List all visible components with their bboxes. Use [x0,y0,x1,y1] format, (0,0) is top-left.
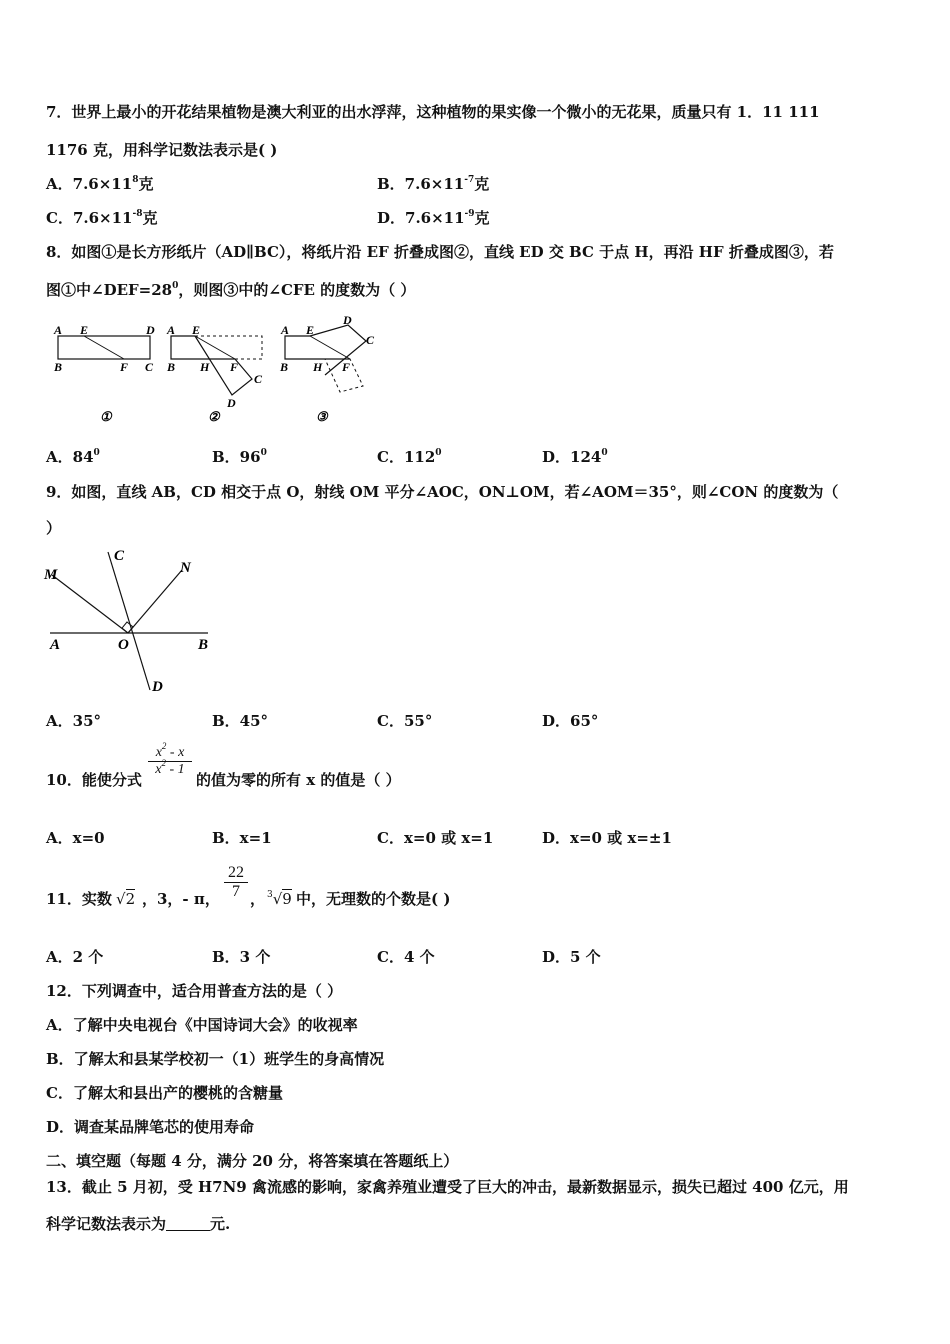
q8-stem-line2: 图①中$\angle DEF=28^0$，则图③中的∠CFE 的度数为（ ） [46,281,416,299]
label-c: C [114,548,125,564]
q9-option-b: B．45° [212,712,269,730]
fig2-label-d: D [227,396,236,410]
q11-sqrt: √2 [116,890,136,908]
fig1-label-f: F [120,360,129,374]
q12-option-b: B．了解太和县某学校初一（1）班学生的身高情况 [46,1050,385,1068]
q10-option-a: A．x=0 [46,829,105,847]
fig2-label-f: F [230,360,239,374]
q8-option-c: C．$112^0$ [377,448,442,466]
fig3-label-d: D [343,315,352,327]
q9-stem-line2: ） [46,519,62,537]
q8-folding-figures [40,315,400,430]
q12-option-a: A．了解中央电视台《中国诗词大会》的收视率 [46,1016,358,1034]
fig1-label-c: C [145,360,154,374]
fig2-label-b: B [167,360,176,374]
q7-option-d: D．$7.6\times 11^{-9}$克 [377,209,490,227]
q11-prefix: 11．实数 [46,890,112,908]
fig2-label-a: A [167,323,176,337]
q13-stem-line2: 科学记数法表示为 元. [46,1215,231,1233]
q10-option-b: B．x=1 [212,829,272,847]
fig3-label-e: E [306,323,315,337]
q10-option-c: C．x=0 或 x=1 [377,829,494,847]
fig1-label-b: B [54,360,63,374]
q12-stem: 12．下列调查中，适合用普查方法的是（ ） [46,982,343,1000]
fig3-label-f: F [342,360,351,374]
q10-fraction-denominator: $x^2 - 1$ [155,758,185,777]
fig1-fold-line [84,336,124,359]
q13-answer-blank [166,1216,210,1231]
q12-option-c: C．了解太和县出产的樱桃的含糖量 [46,1084,283,1102]
q11-fraction-numerator: 22 [224,864,248,883]
q8-option-b: B．$96^0$ [212,448,267,466]
q10-prefix: 10．能使分式 [46,771,142,789]
q8-option-d: D．$124^0$ [542,448,608,466]
q8-option-a: A．$84^0$ [46,448,100,466]
q11-option-a: A．2 个 [46,948,104,966]
fig2-crease [195,336,235,359]
fig1-label-d: D [146,323,155,337]
fig3-label-a: A [281,323,290,337]
fig2-label-e: E [192,323,201,337]
section-2-heading: 二、填空题（每题 4 分，满分 20 分，将答案填在答题纸上） [46,1152,459,1170]
fig3-label-h: H [313,360,323,374]
q10-fraction-numerator: $x^2$ - x [148,745,192,762]
q8-stem-line1: 8．如图①是长方形纸片（AD∥BC），将纸片沿 EF 折叠成图②，直线 ED 交 BC 于点 H，再沿 HF 折叠成图③，若 [46,243,834,261]
q11-option-c: C．4 个 [377,948,435,966]
fig2-number: ② [208,409,220,424]
fig3-label-c: C [366,333,375,347]
q11-mid: ，3，- π， [142,890,220,908]
fig3-label-b: B [280,360,289,374]
q10-fraction [148,741,192,778]
q9-angle-figure [40,540,220,700]
q9-stem-line1: 9．如图，直线 AB，CD 相交于点 O，射线 OM 平分∠AOC，ON⊥OM，若∠AOM＝35°，则∠CON 的度数为（ [46,483,839,501]
q13-stem-line1: 13．截止 5 月初，受 H7N9 禽流感的影响，家禽养殖业遭受了巨大的冲击，最新数据显示，损失已超过 400 亿元，用 [46,1178,849,1196]
q7-option-a: A．$7.6\times 11^8$克 [46,175,154,193]
fig1-label-e: E [80,323,89,337]
q10-suffix: 的值为零的所有 x 的值是（ ） [196,771,401,789]
q9-option-d: D．65° [542,712,599,730]
q10-option-d: D．x=0 或 x=±1 [542,829,672,847]
fig1-label-a: A [54,323,63,337]
label-o: O [118,637,129,653]
q12-option-d: D．调查某品牌笔芯的使用寿命 [46,1118,255,1136]
label-n: N [180,560,191,576]
fig2-label-h: H [200,360,210,374]
q11-fraction-denominator: 7 [232,883,240,900]
q7-stem-line2: 1176 克，用科学记数法表示是( ) [46,141,278,159]
ray-on [128,570,182,633]
fig3-outline [285,336,350,359]
label-b: B [198,637,209,653]
fig1-number: ① [100,409,112,424]
fig3-crease-ef [310,336,350,359]
q11-cbrt: $^3$√9 [267,890,292,908]
fig2-outline [171,336,235,359]
q11-fraction [224,864,248,901]
q9-option-a: A．35° [46,712,102,730]
q7-option-c: C．$7.6\times 11^{-8}$克 [46,209,158,227]
q7-option-b: B．$7.6\times 11^{-7}$克 [377,175,490,193]
label-d: D [152,679,163,695]
q11-comma: ， [250,890,266,908]
label-a: A [50,637,61,653]
q11-option-d: D．5 个 [542,948,601,966]
fig3-number: ③ [316,409,328,424]
fig2-label-c: C [254,372,263,386]
q11-suffix: 中，无理数的个数是( ) [296,890,451,908]
label-m: M [44,567,58,583]
q9-option-c: C．55° [377,712,433,730]
ray-om [52,575,128,633]
q7-stem-line1: 7．世界上最小的开花结果植物是澳大利亚的出水浮萍，这种植物的果实像一个微小的无花果，质量只有 1．11 111 [46,103,820,121]
line-cd [108,552,150,690]
q11-option-b: B．3 个 [212,948,271,966]
